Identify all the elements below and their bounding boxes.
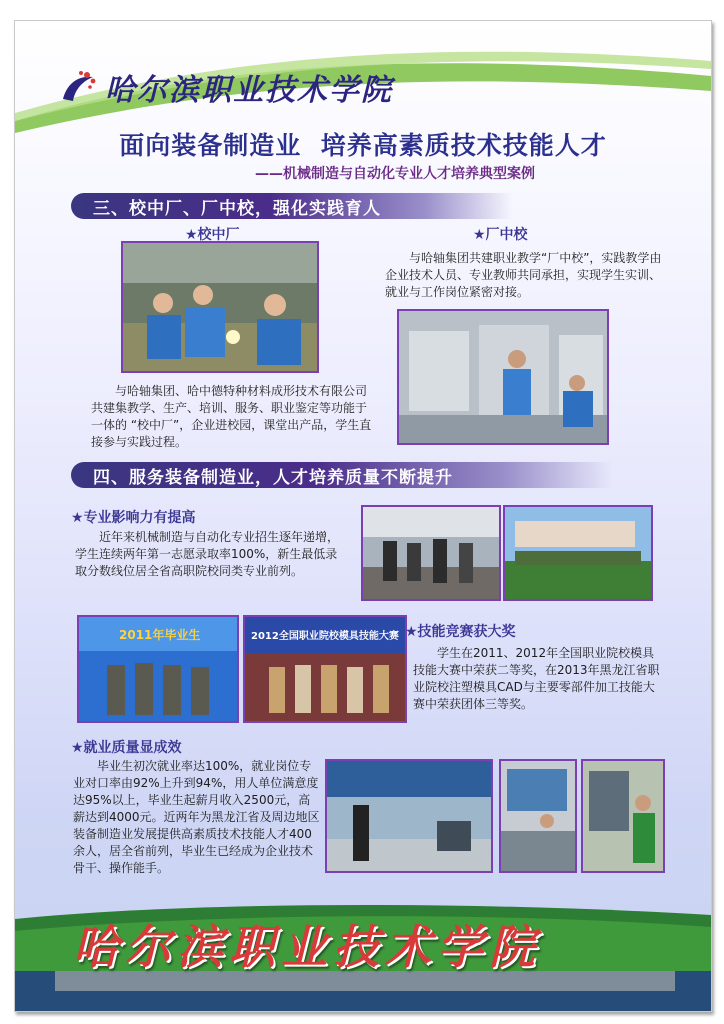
enrollment-photo — [361, 505, 501, 601]
workshop-photo — [121, 241, 319, 373]
section3-left-label: ★校中厂 — [185, 227, 240, 243]
section3-right-label: ★厂中校 — [473, 227, 528, 243]
office-photo — [499, 759, 577, 873]
school-logo — [59, 65, 393, 109]
competition-photo — [243, 615, 407, 723]
competition-banner: 2012全国职业院校模具技能大赛 — [251, 631, 399, 642]
military-training-photo — [503, 505, 653, 601]
poster — [14, 20, 712, 1012]
section3-right-text: 与哈轴集团共建职业教学“厂中校”，实践教学由企业技术人员、专业教师共同承担，实现学生实训、就业与工作岗位紧密对接。 — [385, 251, 662, 299]
employment-text: 毕业生初次就业率达100%，就业岗位专业对口率由92%上升到94%，用人单位满意度达95%以上，毕业生起薪月收入2500元，高薪达到4000元。近两年为黑龙江省及周边地区装备制造业发展提供高素质技术技能人才400余人，居全省前列，毕业生已经成为企业技术骨干、操作能手。 — [73, 759, 320, 875]
subheadline: ——机械制造与自动化专业人才培养典型案例 — [255, 166, 535, 182]
employment-label: ★就业质量显成效 — [71, 740, 182, 756]
section4-title: 四、服务装备制造业，人才培养质量不断提升 — [93, 467, 453, 488]
award-text: 学生在2011、2012年全国职业院校模具技能大赛中荣获二等奖，在2013年黑龙江省职业院校注塑模具CAD与主要零部件加工技能大赛中荣获团体三等奖。 — [413, 646, 660, 711]
section3-title-bar — [71, 193, 513, 219]
section3-left-text: 与哈轴集团、哈中德特种材料成形技术有限公司共建集教学、生产、培训、服务、职业鉴定等功能于一体的 “校中厂”，企业进校园，课堂出产品，学生直接参与实践过程。 — [91, 384, 372, 449]
influence-label: ★专业影响力有提高 — [71, 510, 196, 526]
section4-title-bar — [71, 462, 613, 488]
enterprise-photo — [325, 759, 493, 873]
award-label: ★技能竞赛获大奖 — [405, 624, 516, 640]
graduates-banner: 2011年毕业生 — [119, 628, 201, 642]
control-panel-photo — [581, 759, 665, 873]
logo-mark-icon — [59, 69, 99, 105]
school-logo-text: 哈尔滨职业技术学院 — [105, 73, 393, 108]
footer-school-name: 哈尔滨职业技术学院 — [73, 920, 541, 974]
headline: 面向装备制造业 培养高素质技术技能人才 — [119, 131, 607, 160]
section3-title: 三、校中厂、厂中校，强化实践育人 — [93, 198, 381, 219]
influence-text: 近年来机械制造与自动化专业招生逐年递增，学生连续两年第一志愿录取率100%，新生最低录取分数线位居全省高职院校同类专业前列。 — [75, 530, 340, 578]
factory-photo — [397, 309, 609, 445]
graduates-photo — [77, 615, 239, 723]
